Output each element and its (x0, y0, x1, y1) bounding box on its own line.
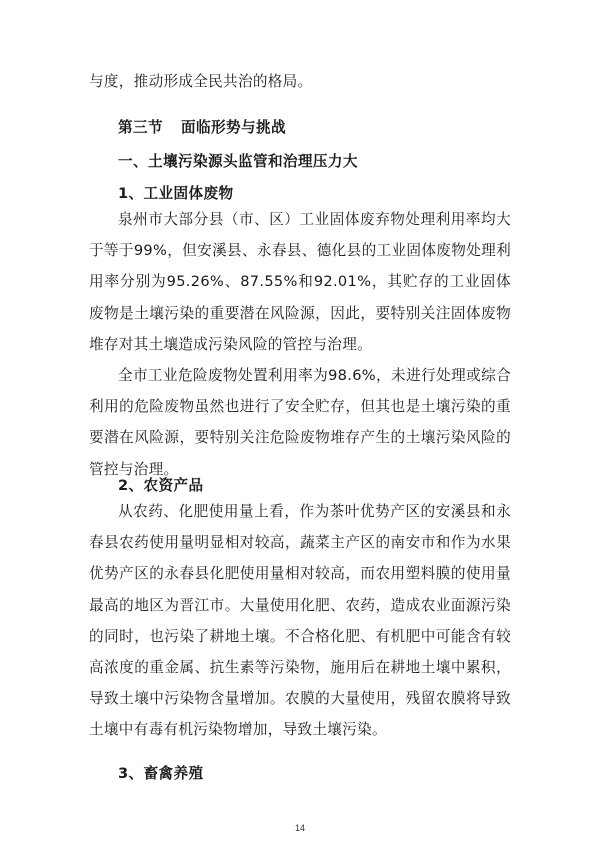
page-number: 14 (294, 823, 305, 833)
section-title: 面临形势与挑战 (180, 119, 286, 136)
paragraph-agricultural-inputs: 从农药、化肥使用量上看，作为茶叶优势产区的安溪县和永春县农药使用量明显相对较高，蔬菜主产区的南安市和作为水果优势产区的永春县化肥使用量相对较高，而农用塑料膜的使用量最高的地区为晋江市。大量使用化肥、农药，造成农业面源污染的同时，也污染了耕地土壤。不合格化肥、有机肥中可能含有较高浓度的重金属、抗生素等污染物，施用后在耕地土壤中累积，导致土壤中污染物含量增加。农膜的大量使用，残留农膜将导致土壤中有毒有机污染物增加，导致土壤污染。 (89, 503, 511, 739)
subheading-industrial-waste: 1、工业固体废物 (118, 185, 234, 202)
intro-tail-text: 与度，推动形成全民共治的格局。 (89, 73, 313, 90)
subheading-livestock: 3、畜禽养殖 (118, 765, 204, 782)
section-number: 第三节 (118, 119, 163, 136)
paragraph-industrial-solid-waste: 泉州市大部分县（市、区）工业固体废弃物处理利用率均大于等于99%，但安溪县、永春县、德化县的工业固体废物处理利用率分别为95.26%、87.55%和92.01%，其贮存的工业固体废物是土壤污染的重要潜在风险源，因此，要特别关注固体废物堆存对其土壤造成污染风险的管控与治理。 (89, 211, 511, 353)
heading-level-1: 一、土壤污染源头监管和治理压力大 (118, 153, 358, 170)
section-heading (118, 118, 286, 138)
subheading-agricultural-inputs: 2、农资产品 (118, 477, 204, 494)
paragraph-hazardous-waste: 全市工业危险废物处置利用率为98.6%，未进行处理或综合利用的危险废物虽然也进行了安全贮存，但其也是土壤污染的重要潜在风险源，要特别关注危险废物堆存产生的土壤污染风险的管控与治理。 (89, 367, 511, 478)
